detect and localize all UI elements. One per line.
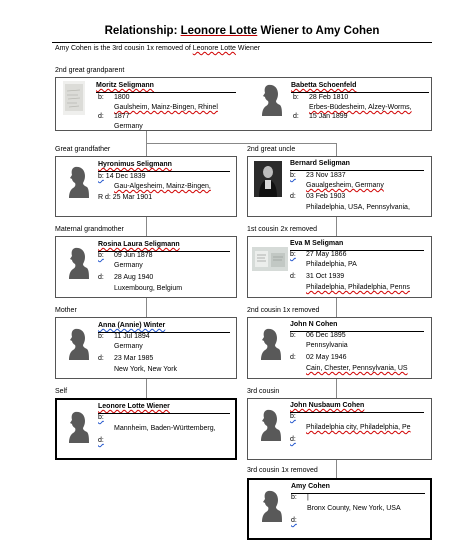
person-box-john-n-cohen[interactable] (247, 317, 432, 379)
birth-place: Pennsylvania (306, 342, 348, 349)
death-key: d: (98, 113, 104, 120)
person-box-amy-cohen[interactable] (247, 478, 432, 540)
birth-key: b: (290, 332, 296, 339)
person-box-bernard[interactable] (247, 156, 432, 217)
person-box-leonore-self[interactable] (55, 398, 237, 460)
birth-key: b: (98, 414, 104, 421)
birth-key: b: (290, 172, 296, 179)
person-box-rosina[interactable] (55, 236, 237, 298)
report-subtitle: Amy Cohen is the 3rd cousin 1x removed of Leonore Lotte Wiener (55, 45, 261, 52)
label-2nd-great-uncle: 2nd great uncle (247, 146, 296, 153)
connector-line (146, 297, 147, 317)
person-name-amy-cohen[interactable]: Amy Cohen (291, 483, 330, 490)
name-rule (98, 413, 230, 414)
birth-key: b: (98, 252, 104, 259)
title-rule (52, 42, 432, 43)
death-key: d: (98, 437, 104, 444)
birth-key: b: (98, 94, 104, 101)
person-box-hyronimus[interactable] (55, 156, 237, 217)
label-2nd-cousin-1x-removed: 2nd cousin 1x removed (247, 307, 320, 314)
birth-key: b: (290, 413, 296, 420)
connector-line (336, 216, 337, 236)
name-rule (291, 92, 429, 93)
birth-date: 11 Jul 1894 (114, 333, 150, 340)
silhouette-icon (68, 411, 90, 443)
silhouette-icon (261, 490, 283, 522)
death-key: d: (98, 274, 104, 281)
person-name-moritz[interactable]: Moritz Seligmann (96, 82, 154, 89)
silhouette-icon (68, 166, 90, 198)
birth-date: 09 Jun 1878 (114, 252, 153, 259)
silhouette-icon (260, 328, 282, 360)
person-box-eva[interactable] (247, 236, 432, 298)
label-3rd-cousin-1x-removed: 3rd cousin 1x removed (247, 467, 318, 474)
death-place: New York, New York (114, 366, 178, 373)
death-date: 23 Mar 1985 (114, 355, 154, 362)
birth-key: b: (291, 494, 297, 501)
connector-line (146, 378, 147, 398)
couple-box-2nd-great-grandparents[interactable] (55, 77, 432, 131)
death-date: 02 May 1946 (306, 354, 347, 361)
connector-line (336, 459, 337, 478)
silhouette-icon (260, 409, 282, 441)
label-self: Self (55, 388, 68, 395)
label-mother: Mother (55, 307, 77, 314)
person-box-john-nusbaum-cohen[interactable] (247, 398, 432, 460)
death-key: d: (291, 517, 297, 524)
death-line: R d: 25 Mar 1901 (98, 194, 153, 201)
portrait-photo-moritz (63, 81, 85, 115)
birth-place: Germany (114, 343, 143, 350)
birth-line: b: 14 Dec 1839 (98, 173, 146, 180)
person-name-john-nusbaum-cohen[interactable]: John Nusbaum Cohen (290, 402, 365, 409)
person-name-babetta[interactable]: Babetta Schoenfeld (291, 82, 357, 89)
death-place: Philadelphia, Philadelphia, Penns (306, 284, 410, 291)
person-name-john-n-cohen[interactable]: John N Cohen (290, 321, 338, 328)
death-date: 03 Feb 1903 (306, 193, 346, 200)
report-title: Relationship: Leonore Lotte Wiener to Amy Cohen (104, 25, 380, 37)
label-maternal-grandmother: Maternal grandmother (55, 226, 124, 233)
name-rule (290, 170, 424, 171)
label-3rd-cousin: 3rd cousin (247, 388, 280, 395)
death-date: 31 Oct 1939 (306, 273, 345, 280)
person-name-eva[interactable]: Eva M Seligman (290, 240, 344, 247)
birth-key: b: (293, 94, 299, 101)
death-place: Luxembourg, Belgium (114, 285, 183, 292)
birth-key: b: (290, 251, 296, 258)
silhouette-icon (68, 328, 90, 360)
death-place: Cain, Chester, Pennsylvania, US (306, 365, 408, 372)
connector-line (146, 216, 147, 236)
birth-date[interactable]: | (307, 494, 309, 501)
death-place: Philadelphia, USA, Pennsylvania, (306, 204, 410, 211)
person-name-anna[interactable]: Anna (Annie) Winter (98, 322, 166, 329)
name-rule (290, 412, 424, 413)
connector-line (336, 378, 337, 398)
connector-line (336, 143, 337, 156)
death-key: d: (290, 436, 296, 443)
birth-place: Mannheim, Baden-Württemberg, (114, 425, 216, 432)
connector-line (336, 297, 337, 317)
death-key: d: (98, 355, 104, 362)
person-name-bernard[interactable]: Bernard Seligman (290, 160, 350, 167)
death-place: Germany (114, 123, 143, 130)
name-rule (98, 171, 230, 172)
birth-place: Bronx County, New York, USA (307, 505, 401, 512)
person-box-anna[interactable] (55, 317, 237, 379)
label-great-grandfather: Great grandfather (55, 146, 111, 153)
birth-place: Gaulsheim, Mainz-Bingen, Rhinel (114, 104, 218, 111)
birth-date: 06 Dec 1895 (306, 332, 346, 339)
connector-line (146, 143, 336, 144)
death-date: 28 Aug 1940 (114, 274, 154, 281)
birth-date: 28 Feb 1810 (309, 94, 349, 101)
birth-place: Philadelphia city, Philadelphia, Pe (306, 424, 411, 431)
death-date: 1877 (114, 113, 130, 120)
death-key: d: (293, 113, 299, 120)
birth-place: Philadelphia, PA (306, 261, 357, 268)
portrait-photo-bernard (254, 161, 282, 197)
birth-place: Erbes-Büdesheim, Alzey-Worms, (309, 104, 412, 111)
name-rule (291, 493, 425, 494)
birth-place: Gau-Algesheim, Mainz-Bingen, (114, 183, 211, 190)
death-key: d: (290, 193, 296, 200)
birth-key: b: (98, 333, 104, 340)
birth-place: Germany (114, 262, 143, 269)
birth-date: 1800 (114, 94, 130, 101)
person-name-leonore[interactable]: Leonore Lotte Wiener (98, 403, 170, 410)
gravestone-photo-eva (252, 247, 288, 271)
death-key: d: (290, 273, 296, 280)
birth-place: Gaualgesheim, Germany (306, 182, 384, 189)
label-2nd-great-grandparent: 2nd great grandparent (55, 67, 125, 74)
silhouette-icon (261, 84, 283, 116)
death-key: d: (290, 354, 296, 361)
name-rule (96, 92, 236, 93)
silhouette-icon (68, 247, 90, 279)
birth-date: 23 Nov 1837 (306, 172, 346, 179)
person-name-rosina[interactable]: Rosina Laura Seligmann (98, 241, 180, 248)
person-name-hyronimus[interactable]: Hyronimus Seligmann (98, 161, 172, 168)
birth-date: 27 May 1866 (306, 251, 347, 258)
death-date: 15 Jan 1899 (309, 113, 348, 120)
label-1st-cousin-2x-removed: 1st cousin 2x removed (247, 226, 318, 233)
